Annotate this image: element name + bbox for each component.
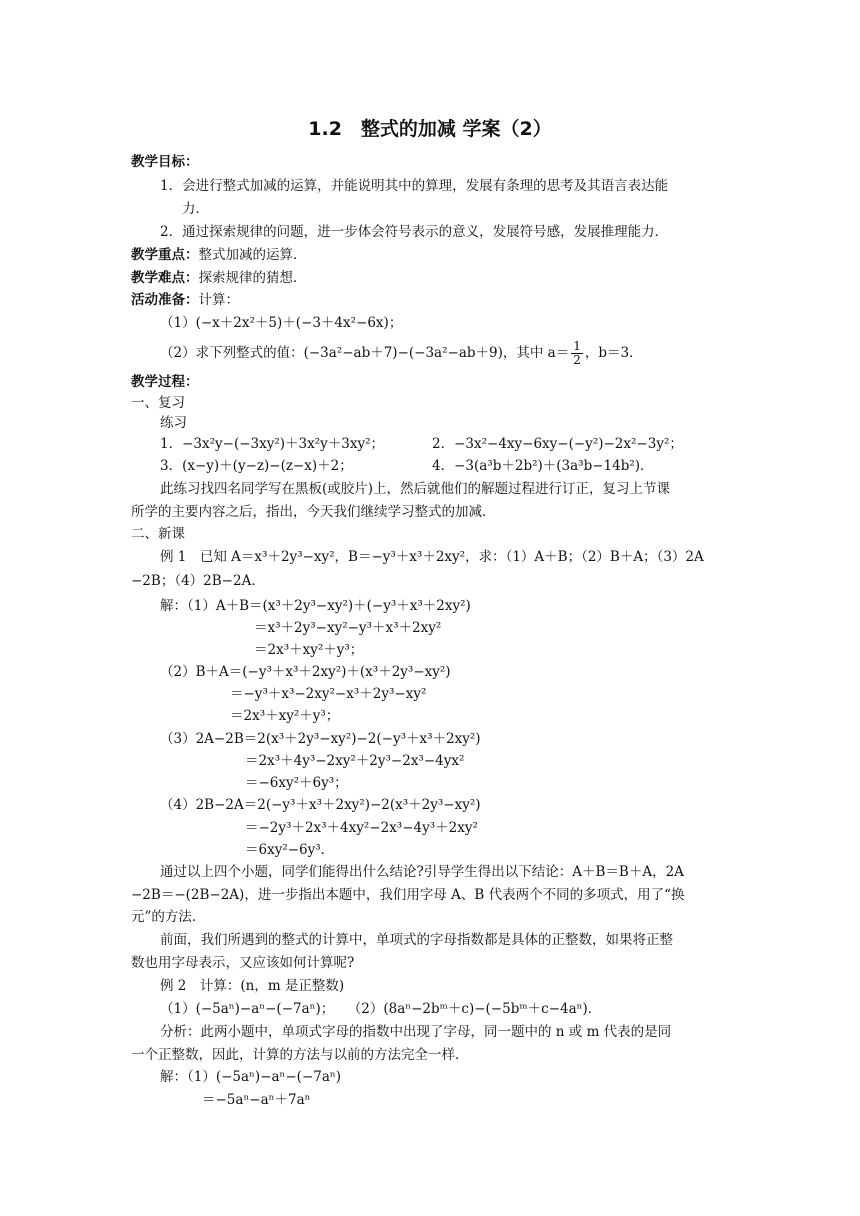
solution-1-line-2: ＝x³＋2y³−xy²−y³＋x³＋2xy²: [254, 620, 442, 636]
page-title: 1.2 整式的加减 学案（2）: [308, 118, 552, 140]
key-point-text: 整式加减的运算．: [198, 247, 307, 263]
key-point: [131, 245, 307, 265]
preparation-text: 计算：: [198, 292, 239, 308]
fraction-denominator: 2: [573, 353, 581, 367]
solution-5-line-2: ＝−5aⁿ−aⁿ＋7aⁿ: [202, 1092, 311, 1108]
example-2-items: （1）(−5aⁿ)−aⁿ−(−7aⁿ)； （2）(8aⁿ−2bᵐ＋c)−(−5bᵐ＋c−4aⁿ)．: [160, 1001, 602, 1017]
key-point-label: 教学重点：: [131, 247, 199, 263]
conclusion-cont-1: −2B＝−(2B−2A)，进一步指出本题中，我们用字母 A、B 代表两个不同的多项式，用了“换: [131, 887, 685, 903]
solution-4-line-3: ＝6xy²−6y³．: [245, 842, 335, 858]
solution-1-line-1: 解：（1）A＋B＝(x³＋2y³−xy²)＋(−y³＋x³＋2xy²): [160, 598, 471, 614]
example-1-cont: −2B；（4）2B−2A．: [131, 573, 265, 589]
preparation-item-2-suffix: ，b＝3．: [584, 345, 643, 361]
goal-item-1-cont: 力．: [182, 201, 209, 217]
analysis: 分析：此两小题中，单项式字母的指数中出现了字母，同一题中的 n 或 m 代表的是同: [160, 1024, 672, 1040]
preparation-item-2-prefix: （2）求下列整式的值：(−3a²−ab＋7)−(−3a²−ab＋9)，其中 a＝: [160, 345, 570, 361]
goal-item-2: 2．通过探索规律的问题，进一步体会符号表示的意义，发展符号感，发展推理能力．: [160, 224, 669, 240]
solution-4-line-2: ＝−2y³＋2x³＋4xy²−2x³−4y³＋2xy²: [245, 820, 478, 836]
review-heading: 一、复习: [131, 395, 185, 411]
solution-3-line-3: ＝−6xy²＋6y³；: [245, 775, 348, 791]
difficulty-label: 教学难点：: [131, 270, 199, 286]
conclusion-cont-2: 元”的方法．: [131, 909, 206, 925]
fraction-one-half: [571, 340, 583, 367]
solution-3-line-1: （3）2A−2B＝2(x³＋2y³−xy²)−2(−y³＋x³＋2xy²): [160, 731, 481, 747]
new-lesson-heading: 二、新课: [131, 526, 185, 542]
conclusion: 通过以上四个小题，同学们能得出什么结论?引导学生得出以下结论：A＋B＝B＋A，2A: [160, 864, 684, 880]
preparation: [131, 290, 239, 310]
example-2: 例 2 计算：(n，m 是正整数): [160, 978, 345, 994]
solution-1-line-3: ＝2x³＋xy²＋y³；: [254, 642, 364, 658]
practice-label: 练习: [160, 415, 187, 431]
preparation-label: 活动准备：: [131, 292, 199, 308]
fraction-numerator: 1: [573, 339, 581, 353]
preparation-item-1: （1）(−x＋2x²＋5)＋(−3＋4x²−6x)；: [160, 315, 403, 331]
exercise-1: 1．−3x²y−(−3xy²)＋3x²y＋3xy²；: [160, 436, 385, 452]
solution-4-line-1: （4）2B−2A＝2(−y³＋x³＋2xy²)−2(x³＋2y³−xy²): [160, 797, 481, 813]
solution-3-line-2: ＝2x³＋4y³−2xy²＋2y³−2x³−4yx²: [245, 753, 465, 769]
solution-2-line-2: ＝−y³＋x³−2xy²−x³＋2y³−xy²: [230, 686, 427, 702]
example-1: 例 1 已知 A＝x³＋2y³−xy²，B＝−y³＋x³＋2xy²，求：（1）A＋B；（2）B＋A；（3）2A: [160, 549, 704, 565]
review-note: 此练习找四名同学写在黑板(或胶片)上，然后就他们的解题过程进行订正，复习上节课: [160, 481, 671, 497]
process-heading: 教学过程：: [131, 374, 199, 390]
exercise-2: 2．−3x²−4xy−6xy−(−y²)−2x²−3y²；: [432, 436, 683, 452]
goal-item-1: 1．会进行整式加减的运算，并能说明其中的算理，发展有条理的思考及其语言表达能: [160, 178, 669, 194]
transition: 前面，我们所遇到的整式的计算中，单项式的字母指数都是具体的正整数，如果将正整: [160, 932, 673, 948]
transition-cont: 数也用字母表示，又应该如何计算呢?: [131, 955, 355, 971]
solution-5-line-1: 解：（1）(−5aⁿ)−aⁿ−(−7aⁿ): [160, 1069, 341, 1085]
goals-heading: 教学目标：: [131, 154, 199, 170]
exercise-3: 3．(x−y)＋(y−z)−(z−x)＋2；: [160, 458, 353, 474]
difficulty: [131, 268, 307, 288]
exercise-4: 4．−3(a³b＋2b²)＋(3a³b−14b²)．: [432, 458, 654, 474]
analysis-cont: 一个正整数，因此，计算的方法与以前的方法完全一样．: [131, 1047, 469, 1063]
difficulty-text: 探索规律的猜想．: [198, 270, 307, 286]
solution-2-line-3: ＝2x³＋xy²＋y³；: [230, 708, 340, 724]
preparation-item-2: [160, 340, 643, 367]
solution-2-line-1: （2）B＋A＝(−y³＋x³＋2xy²)＋(x³＋2y³−xy²): [160, 664, 451, 680]
review-note-cont: 所学的主要内容之后，指出，今天我们继续学习整式的加减．: [131, 504, 496, 520]
